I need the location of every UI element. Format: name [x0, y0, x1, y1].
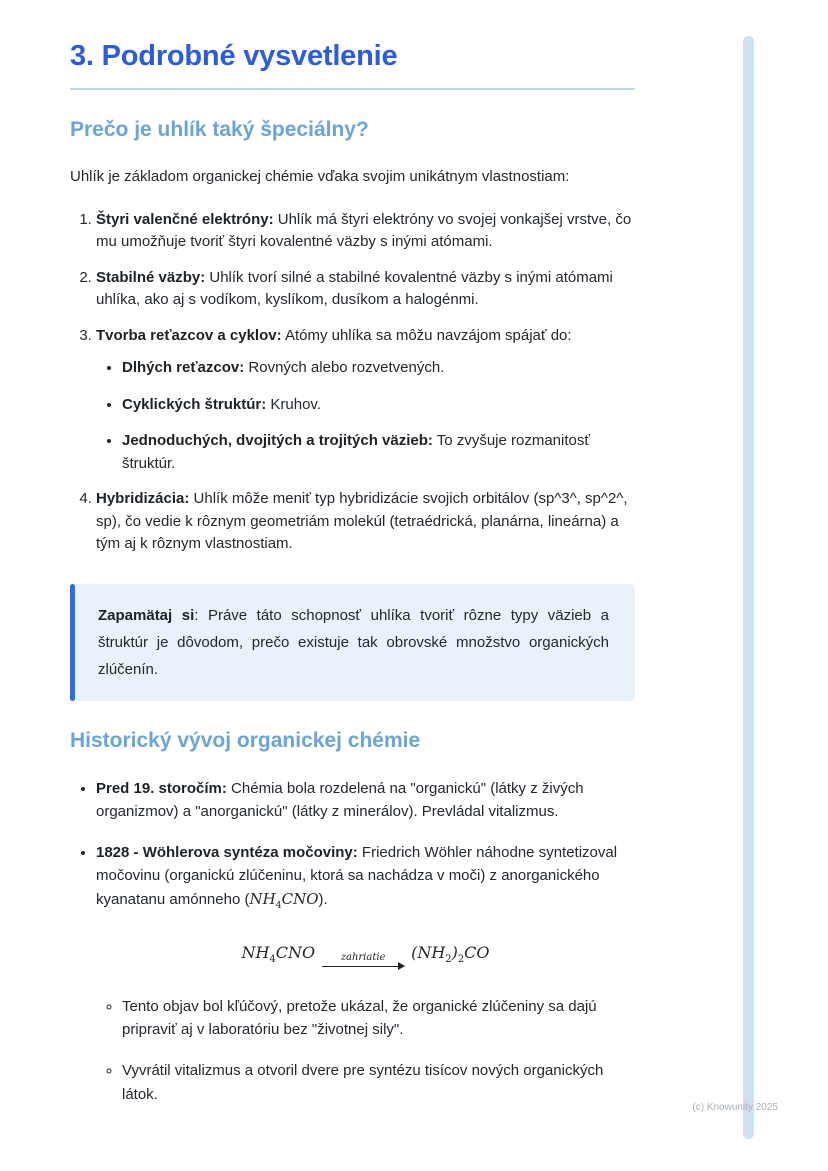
item-text: Kruhov.: [266, 395, 321, 413]
item-text: Uhlík má štyri elektróny vo svojej vonkajšej vrstve, čo mu umožňuje tvoriť štyri kovalentné väzby s inými atómami.: [96, 210, 632, 250]
item-text: Friedrich Wöhler náhodne syntetizoval močovinu (organickú zlúčeninu, ktorá sa nachádza v moči) z anorganického kyanatanu amónneho (: [96, 844, 618, 908]
numbered-item-hybridization: [96, 488, 635, 556]
formula-subscript: 2: [445, 953, 452, 965]
item-text: Uhlík môže meniť typ hybridizácie svojich orbitálov (sp^3^, sp^2^, sp), čo vedie k rôznym geometriám molekúl (tetraédrická, planárna, lineárna) a tým aj k rôznym vlastnostiam.: [96, 490, 628, 552]
formula-subscript: 4: [275, 899, 282, 911]
carbon-properties-list: [70, 209, 635, 556]
item-label: Tvorba reťazcov a cyklov:: [96, 326, 282, 344]
item-label: Jednoduchých, dvojitých a trojitých väzieb:: [122, 432, 433, 449]
formula-part: CNO: [275, 942, 316, 962]
bullet-item-pre-19th-century: [96, 777, 635, 824]
inline-formula-nh4cno: [249, 889, 319, 911]
chains-cycles-sublist: [96, 357, 635, 475]
title-divider: [70, 88, 635, 90]
chemical-equation: [96, 941, 635, 967]
sub-item-cyclic-structures: [122, 394, 635, 417]
item-text: Rovných alebo rozvetvených.: [244, 359, 445, 376]
numbered-item-stable-bonds: [96, 267, 635, 312]
formula-subscript: 2: [457, 953, 465, 965]
callout-body: : Práve táto schopnosť uhlíka tvoriť rôzne typy väzieb a štruktúr je dôvodom, prečo existuje tak obrovské množstvo organických zlúčenín.: [98, 606, 609, 678]
reaction-condition-label: zahriatie: [340, 951, 386, 963]
sub-bullet-vitalism-refuted: ◦ Vyvrátil vitalizmus a otvoril dvere pre syntézu tisícov nových organických látok.: [122, 1059, 635, 1106]
callout-remember-box: [70, 584, 635, 701]
numbered-item-valence-electrons: [96, 209, 635, 254]
equation-rhs: [411, 942, 490, 965]
formula-part: NH: [249, 889, 276, 908]
callout-text: [98, 602, 609, 683]
formula-subscript: 4: [269, 953, 276, 965]
intro-paragraph: Uhlík je základom organickej chémie vďaka svojim unikátnym vlastnostiam:: [70, 168, 570, 185]
bullet-item-wohler-synthesis: [96, 841, 635, 1106]
history-list: [70, 777, 635, 1106]
item-text: Uhlík tvorí silné a stabilné kovalentné väzby s inými atómami uhlíka, ako aj s vodíkom, kyslíkom, dusíkom a halogénmi.: [96, 268, 613, 308]
wohler-consequences-list: [96, 995, 635, 1106]
formula-part: NH: [241, 942, 270, 962]
numbered-item-chains-cycles: [96, 325, 635, 476]
formula-part: CNO: [281, 889, 319, 908]
section-heading-why-carbon-special: Prečo je uhlík taký špeciálny?: [70, 118, 369, 141]
right-arrow-icon: [322, 966, 404, 967]
item-label: 1828 - Wöhlerova syntéza močoviny:: [96, 844, 358, 861]
scrollbar-thumb[interactable]: [743, 36, 754, 1139]
page-title: 3. Podrobné vysvetlenie: [70, 40, 398, 72]
item-text: Atómy uhlíka sa môžu navzájom spájať do:: [281, 326, 572, 344]
footer-credit: (c) Knowunity 2025: [692, 1102, 778, 1113]
callout-label: Zapamätaj si: [98, 606, 195, 624]
item-label: Stabilné väzby:: [96, 268, 206, 286]
item-label: Hybridizácia:: [96, 490, 190, 507]
item-text: Chémia bola rozdelená na "organickú" (látky z živých organizmov) a "anorganickú" (látky z minerálov). Prevládal vitalizmus.: [96, 779, 584, 820]
item-text: To zvyšuje rozmanitosť štruktúr.: [122, 432, 590, 472]
reaction-arrow: [322, 953, 404, 967]
formula-part: (NH: [411, 942, 446, 962]
item-label: Dlhých reťazcov:: [122, 359, 245, 376]
sub-item-long-chains: [122, 357, 635, 380]
item-label: Štyri valenčné elektróny:: [96, 210, 274, 228]
formula-part: ): [451, 942, 458, 962]
item-label: Pred 19. storočím:: [96, 779, 227, 797]
sub-item-bond-types: [122, 430, 635, 475]
section-heading-history: Historický vývoj organickej chémie: [70, 728, 421, 752]
document-content: [70, 40, 635, 1106]
item-label: Cyklických štruktúr:: [122, 395, 267, 413]
equation-lhs: [241, 942, 316, 965]
sub-bullet-discovery-key: ◦ Tento objav bol kľúčový, pretože ukázal, že organické zlúčeniny sa dajú pripraviť aj v laboratóriu bez "životnej sily".: [122, 995, 635, 1042]
formula-part: CO: [464, 942, 490, 962]
item-text-after: ).: [318, 890, 328, 908]
